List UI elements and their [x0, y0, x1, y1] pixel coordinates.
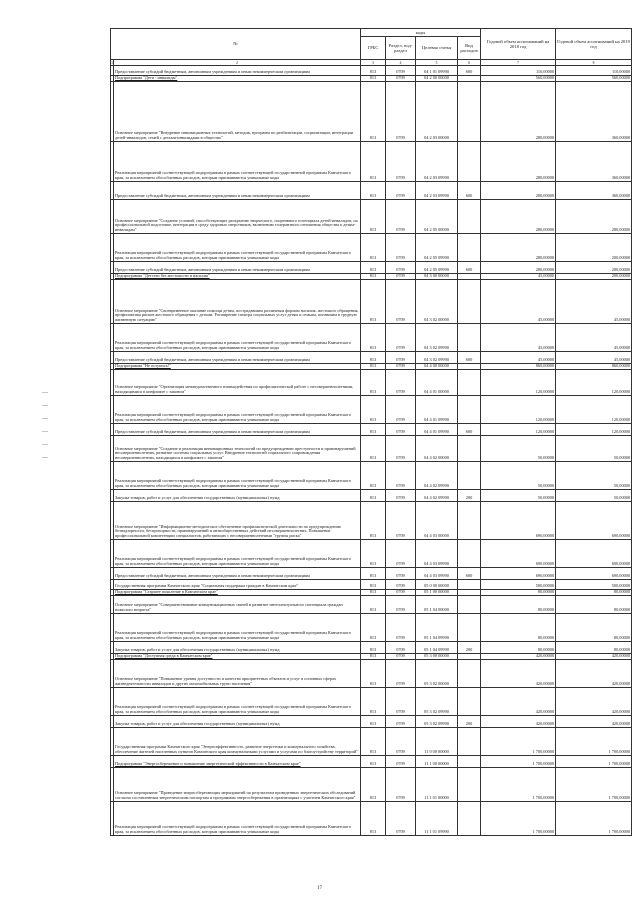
row-section: 0709: [386, 768, 416, 802]
row-name: Основное мероприятие "Повышение уровня доступности и качества приоритетных объектов и услуг в основных сферах жизнедеятельности инвалидов и других маломобильных групп населения": [114, 660, 361, 688]
row-target-article: 05 0 00 00000: [416, 580, 458, 590]
row-grbs: 813: [361, 364, 386, 370]
row-allocation-2018: 420,00000: [481, 654, 556, 660]
table-row: [111, 370, 632, 396]
row-allocation-2019: 45,00000: [556, 324, 632, 352]
row-allocation-2018: 280,00000: [481, 82, 556, 142]
row-allocation-2018: 120,00000: [481, 370, 556, 396]
row-name: Основное мероприятие "Своевременное оказание помощи детям, пострадавшим различным формам насилия, жестокого обращения, профилактика рисков жестокого обращения с детьми. Расширение спектра социальных услуг детям и семьям, попавшим в трудную жизненную ситуацию": [114, 280, 361, 324]
row-target-article: 04 2 03 09990: [416, 182, 458, 200]
row-section: 0709: [386, 370, 416, 396]
table-row: [111, 462, 632, 490]
row-expense-type: 600: [458, 568, 481, 580]
row-allocation-2019: 200,00000: [556, 274, 632, 280]
row-allocation-2019: 45,00000: [556, 352, 632, 364]
row-section: 0709: [386, 364, 416, 370]
row-expense-type: [458, 462, 481, 490]
row-grbs: 813: [361, 234, 386, 262]
row-allocation-2018: 1 700,00000: [481, 728, 556, 756]
scan-margin-marks: [42, 380, 50, 530]
row-allocation-2018: 420,00000: [481, 688, 556, 716]
row-allocation-2018: 420,00000: [481, 660, 556, 688]
row-expense-type: [458, 728, 481, 756]
row-name: Закупка товаров, работ и услуг для обеспечения государственных (муниципальных) нужд: [114, 490, 361, 502]
header-col-number: 7: [481, 60, 556, 66]
row-section: 0709: [386, 182, 416, 200]
row-target-article: 04 1 01 09990: [416, 66, 458, 76]
table-row: [111, 654, 632, 660]
row-expense-type: 600: [458, 424, 481, 436]
row-section: 0709: [386, 654, 416, 660]
row-allocation-2018: 110,00000: [481, 66, 556, 76]
budget-page: [110, 28, 631, 836]
row-name: Подпрограмма "Старшее поколение в Камчатском крае": [114, 590, 361, 596]
row-allocation-2018: 280,00000: [481, 234, 556, 262]
budget-table-body: [111, 66, 632, 836]
table-row: [111, 142, 632, 182]
row-grbs: 813: [361, 654, 386, 660]
table-row: [111, 590, 632, 596]
row-grbs: 813: [361, 436, 386, 462]
row-grbs: 813: [361, 688, 386, 716]
row-name: Реализация мероприятий соответствующей подпрограммы в рамках соответствующей государственной программы Камчатского края, за исключением обособленных расходов, которым присваиваются уникальные коды: [114, 540, 361, 568]
row-section: 0709: [386, 660, 416, 688]
header-expense-type: Вид расходов: [458, 37, 481, 60]
row-grbs: 813: [361, 660, 386, 688]
header-col-number: 6: [458, 60, 481, 66]
row-allocation-2018: 45,00000: [481, 324, 556, 352]
row-allocation-2019: 200,00000: [556, 234, 632, 262]
row-allocation-2019: 50,00000: [556, 490, 632, 502]
row-allocation-2019: 360,00000: [556, 142, 632, 182]
row-target-article: 04 4 01 09990: [416, 396, 458, 424]
row-target-article: 04 4 03 00000: [416, 502, 458, 540]
row-allocation-2018: 280,00000: [481, 200, 556, 234]
row-target-article: 05 1 04 00000: [416, 596, 458, 614]
row-target-article: 11 1 00 00000: [416, 756, 458, 768]
header-target-article: Целевая статья: [416, 37, 458, 60]
row-expense-type: [458, 370, 481, 396]
row-allocation-2018: 690,00000: [481, 540, 556, 568]
row-target-article: 11 0 00 00000: [416, 728, 458, 756]
row-allocation-2019: 50,00000: [556, 436, 632, 462]
row-target-article: 04 2 05 09990: [416, 262, 458, 274]
row-section: 0709: [386, 352, 416, 364]
row-allocation-2018: 45,00000: [481, 274, 556, 280]
row-section: 0709: [386, 66, 416, 76]
row-section: 0709: [386, 688, 416, 716]
table-row: [111, 768, 632, 802]
row-grbs: 813: [361, 802, 386, 836]
row-allocation-2018: 1 700,00000: [481, 768, 556, 802]
row-allocation-2018: 280,00000: [481, 182, 556, 200]
row-grbs: 813: [361, 614, 386, 642]
row-grbs: 813: [361, 262, 386, 274]
row-allocation-2019: 560,00000: [556, 76, 632, 82]
table-row: [111, 82, 632, 142]
row-name: Реализация мероприятий соответствующей подпрограммы в рамках соответствующей государственной программы Камчатского края, за исключением обособленных расходов, которым присваиваются уникальные коды: [114, 234, 361, 262]
table-row: [111, 182, 632, 200]
row-grbs: 813: [361, 324, 386, 352]
row-target-article: 04 2 00 00000: [416, 76, 458, 82]
table-row: [111, 490, 632, 502]
header-col-number: 8: [556, 60, 632, 66]
row-grbs: 813: [361, 142, 386, 182]
row-expense-type: [458, 200, 481, 234]
row-allocation-2019: 120,00000: [556, 370, 632, 396]
row-name: Основное мероприятие "Создание и реализация инновационных технологий по предупреждению преступности и правонарушений несовершеннолетних, развитие системы социальных услуг. Внедрение технологий социального сопровождения несовершеннолетних, находящихся в конфликте с законом": [114, 436, 361, 462]
row-expense-type: [458, 614, 481, 642]
row-grbs: 813: [361, 502, 386, 540]
row-section: 0709: [386, 568, 416, 580]
header-col-number: 5: [416, 60, 458, 66]
row-allocation-2019: 120,00000: [556, 424, 632, 436]
table-row: [111, 502, 632, 540]
table-row: [111, 200, 632, 234]
table-row: [111, 274, 632, 280]
table-row: [111, 352, 632, 364]
row-target-article: 05 3 02 00000: [416, 660, 458, 688]
row-name: Предоставление субсидий бюджетным, автономным учреждениям и иным некоммерческим организациям: [114, 262, 361, 274]
row-name: Предоставление субсидий бюджетным, автономным учреждениям и иным некоммерческим организациям: [114, 568, 361, 580]
row-allocation-2019: 860,00000: [556, 364, 632, 370]
row-allocation-2019: 1 700,00000: [556, 756, 632, 768]
row-allocation-2018: 80,00000: [481, 614, 556, 642]
row-allocation-2019: 1 700,00000: [556, 768, 632, 802]
row-allocation-2018: 280,00000: [481, 142, 556, 182]
row-section: 0709: [386, 76, 416, 82]
row-allocation-2018: 50,00000: [481, 490, 556, 502]
row-expense-type: [458, 82, 481, 142]
row-grbs: 813: [361, 490, 386, 502]
table-row: [111, 436, 632, 462]
row-allocation-2018: 50,00000: [481, 436, 556, 462]
row-section: 0709: [386, 580, 416, 590]
row-section: 0709: [386, 200, 416, 234]
table-row: [111, 756, 632, 768]
row-name: Реализация мероприятий соответствующей подпрограммы в рамках соответствующей государственной программы Камчатского края, за исключением обособленных расходов, которым присваиваются уникальные коды: [114, 688, 361, 716]
row-allocation-2019: 690,00000: [556, 568, 632, 580]
row-expense-type: [458, 234, 481, 262]
row-section: 0709: [386, 728, 416, 756]
row-expense-type: [458, 436, 481, 462]
row-target-article: 05 1 00 00000: [416, 590, 458, 596]
row-section: 0709: [386, 462, 416, 490]
row-allocation-2018: 1 700,00000: [481, 756, 556, 768]
row-expense-type: [458, 280, 481, 324]
row-grbs: 813: [361, 728, 386, 756]
row-grbs: 813: [361, 540, 386, 568]
row-name: Реализация мероприятий соответствующей подпрограммы в рамках соответствующей государственной программы Камчатского края, за исключением обособленных расходов, которым присваиваются уникальные коды: [114, 462, 361, 490]
row-grbs: 813: [361, 596, 386, 614]
row-section: 0709: [386, 424, 416, 436]
header-allocation-2019: Годовой объем ассигнований на 2019 год: [556, 29, 632, 60]
row-expense-type: 600: [458, 182, 481, 200]
row-allocation-2019: 420,00000: [556, 716, 632, 728]
row-target-article: 05 1 04 09990: [416, 642, 458, 654]
row-section: 0709: [386, 590, 416, 596]
row-allocation-2019: 50,00000: [556, 462, 632, 490]
row-target-article: 04 2 03 09990: [416, 142, 458, 182]
row-allocation-2019: 110,00000: [556, 66, 632, 76]
row-allocation-2018: 690,00000: [481, 502, 556, 540]
row-target-article: 11 1 01 00000: [416, 768, 458, 802]
row-grbs: 813: [361, 590, 386, 596]
row-expense-type: 600: [458, 262, 481, 274]
row-target-article: 04 4 03 09990: [416, 568, 458, 580]
row-expense-type: [458, 756, 481, 768]
table-row: [111, 728, 632, 756]
table-row: [111, 568, 632, 580]
row-section: 0709: [386, 502, 416, 540]
row-name: Основное мероприятие "Организация межведомственного взаимодействия по профилактической работе с несовершеннолетними, находящимися в конфликте с законом": [114, 370, 361, 396]
row-name: Подпрограмма "Детство без жестокости и насилия": [114, 274, 361, 280]
row-allocation-2018: 860,00000: [481, 364, 556, 370]
row-allocation-2019: 80,00000: [556, 642, 632, 654]
header-col-number: 2: [114, 60, 361, 66]
row-expense-type: 600: [458, 66, 481, 76]
row-allocation-2019: 1 700,00000: [556, 802, 632, 836]
table-row: [111, 324, 632, 352]
row-name: Подпрограмма "Дети - инвалиды": [114, 76, 361, 82]
row-grbs: 813: [361, 280, 386, 324]
table-row: [111, 540, 632, 568]
row-target-article: 04 3 02 09990: [416, 352, 458, 364]
row-section: 0709: [386, 280, 416, 324]
row-allocation-2018: 45,00000: [481, 280, 556, 324]
row-name: Предоставление субсидий бюджетным, автономным учреждениям и иным некоммерческим организациям: [114, 182, 361, 200]
row-name: Государственная программа Камчатского края "Энергоэффективность, развитие энергетики и коммунального хозяйства, обеспечение жителей населенных пунктов Камчатского края коммунальными услугами и услугами по благоустройству территорий": [114, 728, 361, 756]
table-row: [111, 396, 632, 424]
row-section: 0709: [386, 756, 416, 768]
row-allocation-2019: 420,00000: [556, 660, 632, 688]
table-row: [111, 262, 632, 274]
row-section: 0709: [386, 642, 416, 654]
row-allocation-2019: 120,00000: [556, 396, 632, 424]
row-target-article: 05 3 02 09990: [416, 688, 458, 716]
row-target-article: 04 2 03 00000: [416, 82, 458, 142]
row-allocation-2018: 120,00000: [481, 424, 556, 436]
row-allocation-2018: 120,00000: [481, 396, 556, 424]
row-allocation-2018: 1 700,00000: [481, 802, 556, 836]
header-number: №: [111, 29, 361, 60]
row-expense-type: [458, 596, 481, 614]
row-allocation-2018: 45,00000: [481, 352, 556, 364]
table-row: [111, 614, 632, 642]
row-allocation-2019: 360,00000: [556, 82, 632, 142]
row-grbs: 813: [361, 580, 386, 590]
row-target-article: 05 3 02 09990: [416, 716, 458, 728]
row-section: 0709: [386, 490, 416, 502]
row-expense-type: [458, 580, 481, 590]
row-name: Закупка товаров, работ и услуг для обеспечения государственных (муниципальных) нужд: [114, 642, 361, 654]
row-grbs: 813: [361, 396, 386, 424]
row-allocation-2019: 80,00000: [556, 596, 632, 614]
row-section: 0709: [386, 82, 416, 142]
row-name: Реализация мероприятий соответствующей подпрограммы в рамках соответствующей государственной программы Камчатского края, за исключением обособленных расходов, которым присваиваются уникальные коды: [114, 142, 361, 182]
row-allocation-2019: 80,00000: [556, 590, 632, 596]
row-name: Основное мероприятие "Создание условий, способствующих раскрытию творческого, спортивного потенциала детей-инвалидов, их профессиональной подготовке, интеграции в среду здоровых сверстников, включению толерантного отношения общества к детям-инвалидам": [114, 200, 361, 234]
row-grbs: 813: [361, 716, 386, 728]
row-section: 0709: [386, 716, 416, 728]
table-row: [111, 66, 632, 76]
row-grbs: 813: [361, 424, 386, 436]
table-row: [111, 280, 632, 324]
row-grbs: 813: [361, 274, 386, 280]
row-name: Предоставление субсидий бюджетным, автономным учреждениям и иным некоммерческим организациям: [114, 352, 361, 364]
row-grbs: 813: [361, 182, 386, 200]
row-name: Подпрограмма "Доступная среда в Камчатском крае": [114, 654, 361, 660]
row-target-article: 04 3 02 09990: [416, 324, 458, 352]
row-grbs: 813: [361, 352, 386, 364]
row-expense-type: 200: [458, 716, 481, 728]
row-name: Реализация мероприятий соответствующей подпрограммы в рамках соответствующей государственной программы Камчатского края, за исключением обособленных расходов, которым присваиваются уникальные коды: [114, 396, 361, 424]
row-name: Предоставление субсидий бюджетным, автономным учреждениям и иным некоммерческим организациям: [114, 66, 361, 76]
table-row: [111, 234, 632, 262]
row-target-article: 04 4 00 00000: [416, 364, 458, 370]
row-name: Основное мероприятие "Проведение энергосберегающих мероприятий по результатам проведенных энергетических обследований согласно составленным энергетическим паспортам и программам энергосбережения в организациях с участием Камчатского края": [114, 768, 361, 802]
row-allocation-2018: 560,00000: [481, 76, 556, 82]
row-section: 0709: [386, 596, 416, 614]
row-expense-type: [458, 688, 481, 716]
row-allocation-2019: 280,00000: [556, 200, 632, 234]
table-row: [111, 424, 632, 436]
row-target-article: 04 4 03 09990: [416, 540, 458, 568]
header-col-number: 4: [386, 60, 416, 66]
header-col-number: 1: [111, 60, 113, 65]
table-row: [111, 642, 632, 654]
row-name: Реализация мероприятий соответствующей подпрограммы в рамках соответствующей государственной программы Камчатского края, за исключением обособленных расходов, которым присваиваются уникальные коды: [114, 324, 361, 352]
row-expense-type: [458, 324, 481, 352]
row-name: Реализация мероприятий соответствующей подпрограммы в рамках соответствующей государственной программы Камчатского края, за исключением обособленных расходов, которым присваиваются уникальные коды: [114, 614, 361, 642]
row-name: Закупка товаров, работ и услуг для обеспечения государственных (муниципальных) нужд: [114, 716, 361, 728]
row-expense-type: [458, 802, 481, 836]
table-row: [111, 596, 632, 614]
table-row: [111, 580, 632, 590]
row-section: 0709: [386, 234, 416, 262]
row-name: Предоставление субсидий бюджетным, автономным учреждениям и иным некоммерческим организациям: [114, 424, 361, 436]
row-allocation-2018: 80,00000: [481, 596, 556, 614]
header-codes-group: коды: [361, 29, 481, 37]
row-grbs: 813: [361, 568, 386, 580]
table-row: [111, 688, 632, 716]
row-section: 0709: [386, 274, 416, 280]
header-col-number: 3: [361, 60, 386, 66]
row-allocation-2018: 420,00000: [481, 716, 556, 728]
row-allocation-2019: 80,00000: [556, 614, 632, 642]
row-target-article: 05 3 00 00000: [416, 654, 458, 660]
row-allocation-2018: 280,00000: [481, 262, 556, 274]
row-allocation-2018: 80,00000: [481, 590, 556, 596]
row-grbs: 813: [361, 462, 386, 490]
row-expense-type: 200: [458, 642, 481, 654]
row-name: Основное мероприятие "Внедрение инновационных технологий, методик, программ по реабилитации, социализации, интеграции детей-инвалидов, семей с детьми-инвалидами в общество": [114, 82, 361, 142]
row-allocation-2019: 45,00000: [556, 280, 632, 324]
row-expense-type: [458, 142, 481, 182]
row-allocation-2018: 690,00000: [481, 568, 556, 580]
row-expense-type: 600: [458, 352, 481, 364]
row-target-article: 04 3 00 00000: [416, 274, 458, 280]
row-target-article: 04 4 02 09990: [416, 490, 458, 502]
row-grbs: 813: [361, 756, 386, 768]
row-allocation-2019: 690,00000: [556, 502, 632, 540]
row-target-article: 04 3 02 00000: [416, 280, 458, 324]
row-allocation-2019: 200,00000: [556, 262, 632, 274]
row-grbs: 813: [361, 642, 386, 654]
row-grbs: 813: [361, 82, 386, 142]
row-expense-type: [458, 502, 481, 540]
row-name: Реализация мероприятий соответствующей подпрограммы в рамках соответствующей государственной программы Камчатского края, за исключением обособленных расходов, которым присваиваются уникальные коды: [114, 802, 361, 836]
row-target-article: 04 4 01 00000: [416, 370, 458, 396]
row-allocation-2019: 690,00000: [556, 540, 632, 568]
row-name: Основное мероприятие "Информационно-методическое обеспечение профилактической деятельности по предупреждению безнадзорности, беспризорности, правонарушений и антиобщественных действий несовершеннолетних. Повышение профессиональной компетенции специалистов, работающих с несовершеннолетними "группы риска": [114, 502, 361, 540]
header-section: Раздел, под-раздел: [386, 37, 416, 60]
row-target-article: 05 1 04 09990: [416, 614, 458, 642]
row-name: Государственная программа Камчатского края "Социальная поддержка граждан в Камчатском крае": [114, 580, 361, 590]
row-grbs: 813: [361, 370, 386, 396]
row-expense-type: 200: [458, 490, 481, 502]
row-section: 0709: [386, 324, 416, 352]
row-expense-type: [458, 768, 481, 802]
row-target-article: 04 4 02 00000: [416, 436, 458, 462]
row-section: 0709: [386, 396, 416, 424]
table-row: [111, 716, 632, 728]
row-grbs: 813: [361, 200, 386, 234]
row-expense-type: [458, 540, 481, 568]
row-grbs: 813: [361, 66, 386, 76]
row-allocation-2019: 500,00000: [556, 580, 632, 590]
row-grbs: 813: [361, 768, 386, 802]
row-allocation-2019: 420,00000: [556, 688, 632, 716]
row-section: 0709: [386, 802, 416, 836]
budget-table: [110, 28, 632, 836]
table-row: [111, 802, 632, 836]
row-allocation-2018: 80,00000: [481, 642, 556, 654]
row-allocation-2018: 50,00000: [481, 462, 556, 490]
row-expense-type: [458, 396, 481, 424]
row-name: Подпрограмма "Энергосбережение и повышение энергетической эффективности в Камчатском крае": [114, 756, 361, 768]
row-target-article: 04 2 05 09990: [416, 234, 458, 262]
row-section: 0709: [386, 262, 416, 274]
row-expense-type: [458, 660, 481, 688]
row-section: 0709: [386, 614, 416, 642]
row-allocation-2019: 1 700,00000: [556, 728, 632, 756]
row-target-article: 04 4 01 09990: [416, 424, 458, 436]
row-allocation-2018: 500,00000: [481, 580, 556, 590]
row-grbs: 813: [361, 76, 386, 82]
row-target-article: 04 4 02 09990: [416, 462, 458, 490]
header-allocation-2018: Годовой объем ассигнований на 2018 год: [481, 29, 556, 60]
row-name: Подпрограмма "Не оступись!": [114, 364, 361, 370]
header-grbs: ГРБС: [361, 37, 386, 60]
row-allocation-2019: 420,00000: [556, 654, 632, 660]
table-row: [111, 660, 632, 688]
row-allocation-2019: 360,00000: [556, 182, 632, 200]
row-name: Основное мероприятие "Совершенствование коммуникационных связей и развитие интеллектуального потенциала граждан пожилого возраста": [114, 596, 361, 614]
row-section: 0709: [386, 142, 416, 182]
row-target-article: 11 1 01 09990: [416, 802, 458, 836]
row-target-article: 04 2 05 00000: [416, 200, 458, 234]
row-section: 0709: [386, 436, 416, 462]
row-section: 0709: [386, 540, 416, 568]
page-number: 17: [317, 886, 322, 891]
